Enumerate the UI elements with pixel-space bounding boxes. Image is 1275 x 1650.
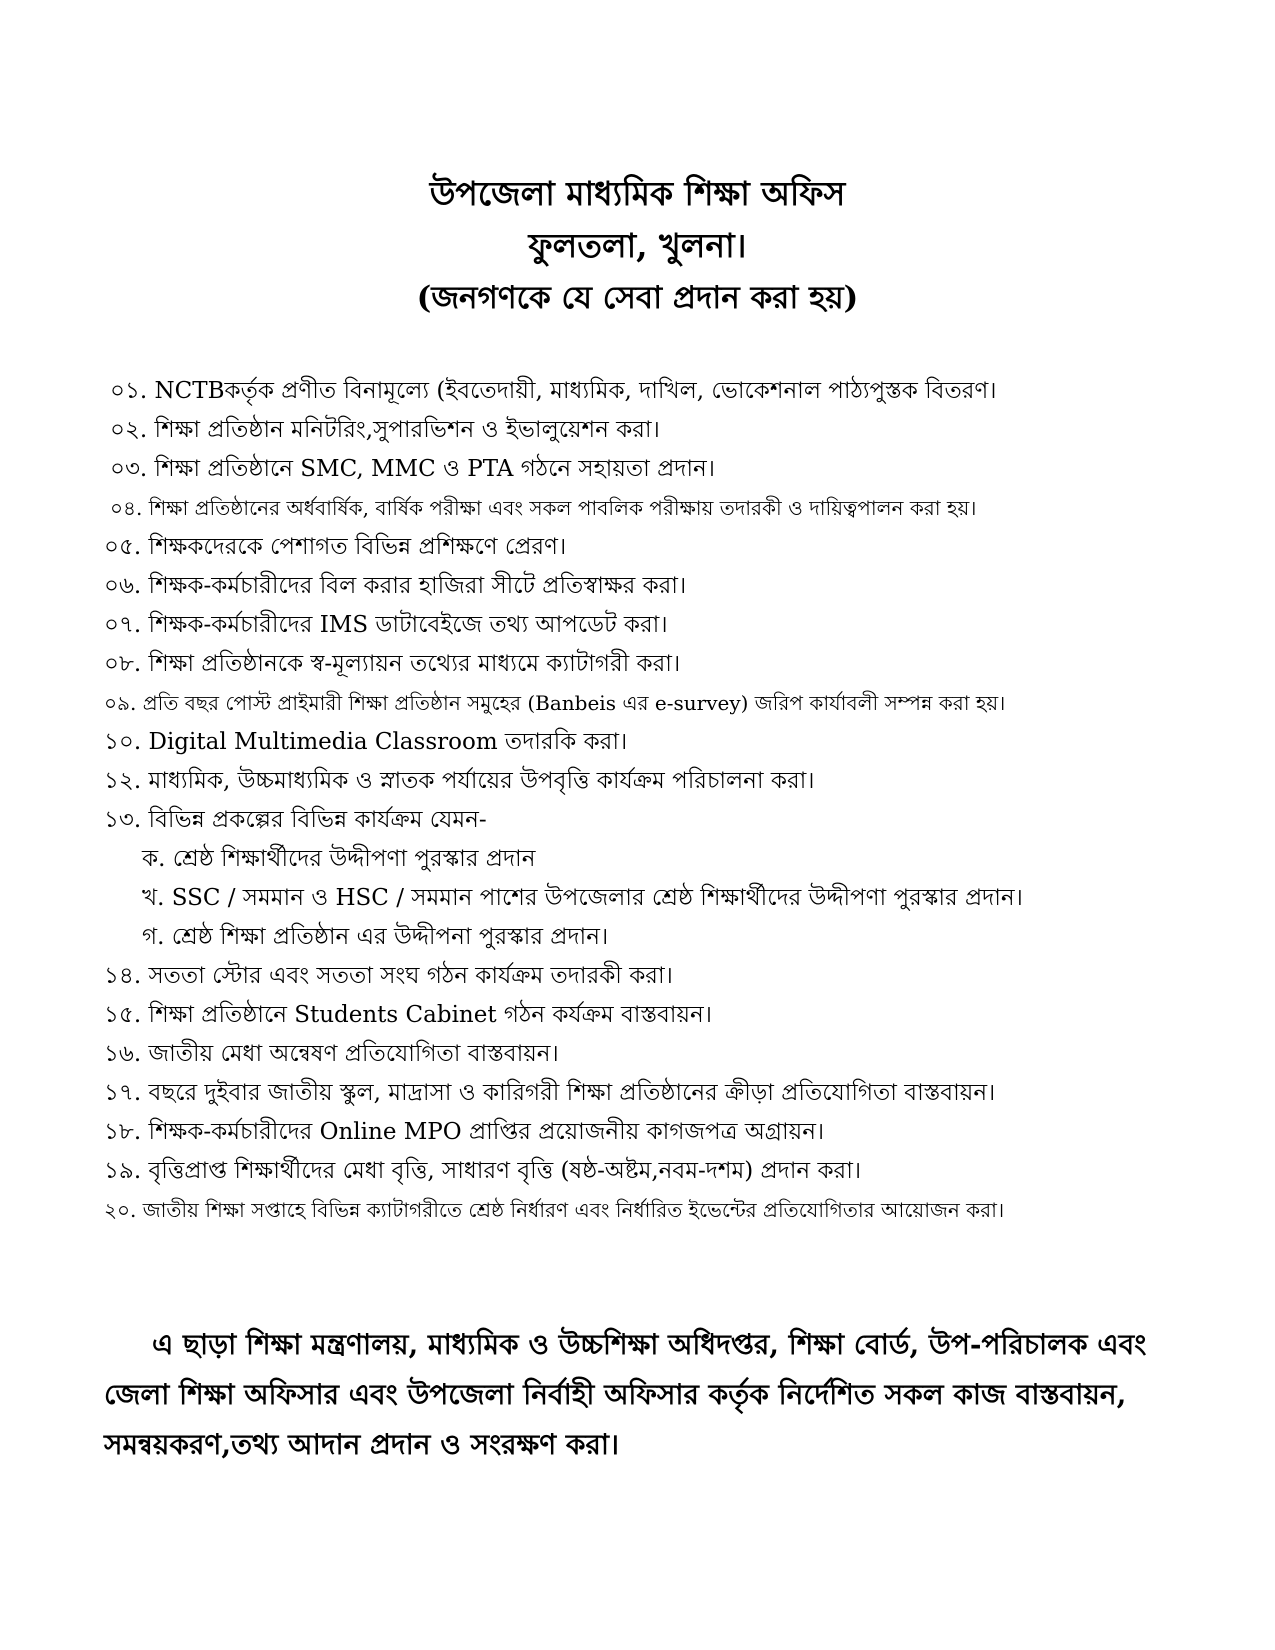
service-list: [104, 372, 1214, 1230]
list-item: [104, 606, 1214, 645]
item-text: শিক্ষা প্রতিষ্ঠানে Students Cabinet গঠন কর্যক্রম বাস্তবায়ন।: [148, 1002, 712, 1028]
list-item: [104, 489, 1214, 528]
list-item: [104, 1113, 1214, 1152]
list-item: [104, 411, 1214, 450]
list-item: [104, 528, 1214, 567]
item-number: ১৮.: [104, 1119, 142, 1145]
list-item: [104, 645, 1214, 684]
item-text: শিক্ষক-কর্মচারীদের বিল করার হাজিরা সীটে প্রতিস্বাক্ষর করা।: [148, 573, 687, 599]
list-item: [104, 1035, 1214, 1074]
list-item: [104, 957, 1214, 996]
item-number: ০৫.: [104, 534, 142, 560]
item-text: শিক্ষা প্রতিষ্ঠানকে স্ব-মূল্যায়ন তথ্যের মাধ্যমে ক্যাটাগরী করা।: [148, 651, 681, 677]
item-number: ০৬.: [104, 573, 142, 599]
list-item: [104, 1191, 1214, 1230]
sub-item: গ. শ্রেষ্ঠ শিক্ষা প্রতিষ্ঠান এর উদ্দীপনা পুরস্কার প্রদান।: [142, 924, 609, 950]
item-text: বিভিন্ন প্রকল্পের বিভিন্ন কার্যক্রম যেমন-: [148, 807, 487, 833]
list-item: [104, 684, 1214, 723]
item-text: NCTBকর্তৃক প্রণীত বিনামূল্যে (ইবতেদায়ী, মাধ্যমিক, দাখিল, ভোকেশনাল পাঠ্যপুস্তক বিতরণ।: [154, 378, 997, 404]
list-item: [104, 762, 1214, 801]
item-text: শিক্ষা প্রতিষ্ঠানের অর্ধবার্ষিক, বার্ষিক পরীক্ষা এবং সকল পাবলিক পরীক্ষায় তদারকী ও দায়িত্বপালন করা হয়।: [148, 496, 977, 520]
item-number: ১৯.: [104, 1158, 142, 1184]
item-text: Digital Multimedia Classroom তদারকি করা।: [148, 729, 628, 755]
list-item: [104, 1152, 1214, 1191]
list-item: [104, 450, 1214, 489]
item-text: মাধ্যমিক, উচ্চমাধ্যমিক ও স্নাতক পর্যায়ের উপবৃত্তি কার্যক্রম পরিচালনা করা।: [148, 768, 815, 794]
item-number: ০৮.: [104, 651, 142, 677]
item-number: ১৬.: [104, 1041, 142, 1067]
item-number: ০২.: [110, 417, 148, 443]
item-text: শিক্ষক-কর্মচারীদের IMS ডাটাবেইজে তথ্য আপডেট করা।: [148, 612, 668, 638]
list-item: [104, 996, 1214, 1035]
list-item: [104, 1074, 1214, 1113]
office-title: উপজেলা মাধ্যমিক শিক্ষা অফিস: [429, 174, 846, 213]
item-text: প্রতি বছর পোস্ট প্রাইমারী শিক্ষা প্রতিষ্ঠান সমুহের (Banbeis এর e-survey) জরিপ কার্যাবলী সম্পন্ন করা হয়।: [142, 691, 1006, 715]
office-location: ফুলতলা, খুলনা।: [528, 226, 747, 265]
item-text: সততা স্টোর এবং সততা সংঘ গঠন কার্যক্রম তদারকী করা।: [148, 963, 673, 989]
item-text: শিক্ষক-কর্মচারীদের Online MPO প্রাপ্তির প্রয়োজনীয় কাগজপত্র অগ্রায়ন।: [148, 1119, 825, 1145]
sub-item: ক. শ্রেষ্ঠ শিক্ষার্থীদের উদ্দীপণা পুরস্কার প্রদান: [142, 846, 536, 872]
document-header: [0, 168, 1275, 324]
list-item: [104, 567, 1214, 606]
item-number: ০৭.: [104, 612, 142, 638]
item-number: ১২.: [104, 768, 142, 794]
list-item: [104, 723, 1214, 762]
item-text: শিক্ষকদেরকে পেশাগত বিভিন্ন প্রশিক্ষণে প্রেরণ।: [148, 534, 567, 560]
item-number: ১০.: [104, 729, 142, 755]
document-subtitle: (জনগণকে যে সেবা প্রদান করা হয়): [416, 280, 859, 316]
item-number: ০৪.: [110, 496, 143, 520]
item-number: ১৫.: [104, 1002, 142, 1028]
item-number: ০১.: [110, 378, 148, 404]
item-number: ১৩.: [104, 807, 142, 833]
list-item: [104, 801, 1214, 840]
item-text: জাতীয় শিক্ষা সপ্তাহে বিভিন্ন ক্যাটাগরীতে শ্রেষ্ঠ নির্ধারণ এবং নির্ধারিত ইভেন্টের প্রতিযোগিতার আয়োজন করা।: [142, 1198, 1005, 1222]
list-item: [104, 372, 1214, 411]
item-text: জাতীয় মেধা অন্বেষণ প্রতিযোগিতা বাস্তবায়ন।: [148, 1041, 559, 1067]
item-number: ২০.: [104, 1198, 137, 1222]
item-text: শিক্ষা প্রতিষ্ঠান মনিটরিং,সুপারভিশন ও ইভালুয়েশন করা।: [154, 417, 660, 443]
item-text: শিক্ষা প্রতিষ্ঠানে SMC, MMC ও PTA গঠনে সহায়তা প্রদান।: [154, 456, 715, 482]
sub-item: খ. SSC / সমমান ও HSC / সমমান পাশের উপজেলার শ্রেষ্ঠ শিক্ষার্থীদের উদ্দীপণা পুরস্কার প্রদান।: [142, 885, 1023, 911]
item-number: ১৪.: [104, 963, 142, 989]
closing-paragraph: এ ছাড়া শিক্ষা মন্ত্রণালয়, মাধ্যমিক ও উচ্চশিক্ষা অধিদপ্তর, শিক্ষা বোর্ড, উপ-পরিচালক এবং জেলা শিক্ষা অফিসার এবং উপজেলা নির্বাহী অফিসার কর্তৃক নির্দেশিত সকল কাজ বাস্তবায়ন, সমন্বয়করণ,তথ্য আদান প্রদান ও সংরক্ষণ করা।: [104, 1328, 1147, 1461]
item-text: বছরে দুইবার জাতীয় স্কুল, মাদ্রাসা ও কারিগরী শিক্ষা প্রতিষ্ঠানের ক্রীড়া প্রতিযোগিতা বাস্তবায়ন।: [148, 1080, 996, 1106]
item-number: ০৯.: [104, 691, 137, 715]
item-number: ০৩.: [110, 456, 148, 482]
item-number: ১৭.: [104, 1080, 142, 1106]
item-text: বৃত্তিপ্রাপ্ত শিক্ষার্থীদের মেধা বৃত্তি, সাধারণ বৃত্তি (ষষ্ঠ-অষ্টম,নবম-দশম) প্রদান করা।: [148, 1158, 862, 1184]
